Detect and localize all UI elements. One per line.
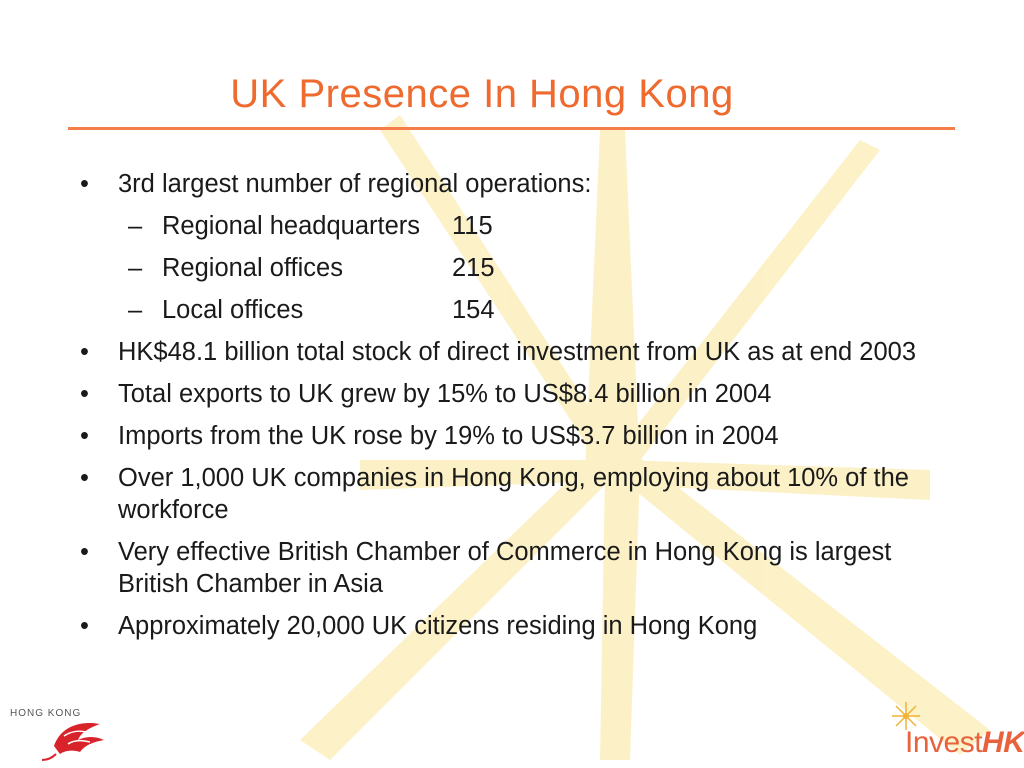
- bullet-text: 3rd largest number of regional operations:: [118, 170, 592, 198]
- bullet-text: Total exports to UK grew by 15% to US$8.4 billion in 2004: [118, 380, 772, 408]
- sub-item: [128, 294, 960, 326]
- bullet-text: Very effective British Chamber of Commerce in Hong Kong is largest British Chamber in Asia: [118, 538, 892, 598]
- bullet-item: [80, 610, 960, 642]
- sub-dash: –: [128, 212, 143, 240]
- bullet-dot: •: [80, 538, 89, 566]
- bullet-item: [80, 336, 960, 368]
- bullet-list: [80, 168, 960, 652]
- bullet-dot: •: [80, 338, 89, 366]
- hong-kong-label: HONG KONG: [10, 708, 82, 719]
- bullet-item: [80, 168, 960, 200]
- sub-label: Local offices: [162, 296, 304, 324]
- hk-label: HK: [982, 726, 1024, 759]
- bullet-dot: •: [80, 612, 89, 640]
- bullet-dot: •: [80, 380, 89, 408]
- bullet-item: [80, 420, 960, 452]
- sub-value: 154: [452, 296, 495, 324]
- sub-item: [128, 252, 960, 284]
- bullet-dot: •: [80, 422, 89, 450]
- sub-dash: –: [128, 296, 143, 324]
- invest-label: Invest: [905, 726, 983, 759]
- sub-label: Regional headquarters: [162, 212, 421, 240]
- bullet-text: Approximately 20,000 UK citizens residing in Hong Kong: [118, 612, 758, 640]
- title-underline: [68, 127, 955, 130]
- slide-title: UK Presence In Hong Kong: [230, 72, 734, 116]
- bullet-item: [80, 536, 960, 600]
- bullet-text: HK$48.1 billion total stock of direct investment from UK as at end 2003: [118, 338, 916, 366]
- sub-dash: –: [128, 254, 143, 282]
- bullet-item: [80, 462, 960, 526]
- bullet-dot: •: [80, 464, 89, 492]
- sub-value: 115: [452, 212, 493, 240]
- sub-label: Regional offices: [162, 254, 343, 282]
- bullet-text: Imports from the UK rose by 19% to US$3.7 billion in 2004: [118, 422, 779, 450]
- bullet-dot: •: [80, 170, 89, 198]
- hong-kong-logo-text: [10, 708, 81, 720]
- sub-item: [128, 210, 960, 242]
- investhk-logo: [905, 726, 1024, 760]
- bullet-item: [80, 378, 960, 410]
- bullet-text: Over 1,000 UK companies in Hong Kong, employing about 10% of the workforce: [118, 464, 909, 524]
- sub-value: 215: [452, 254, 495, 282]
